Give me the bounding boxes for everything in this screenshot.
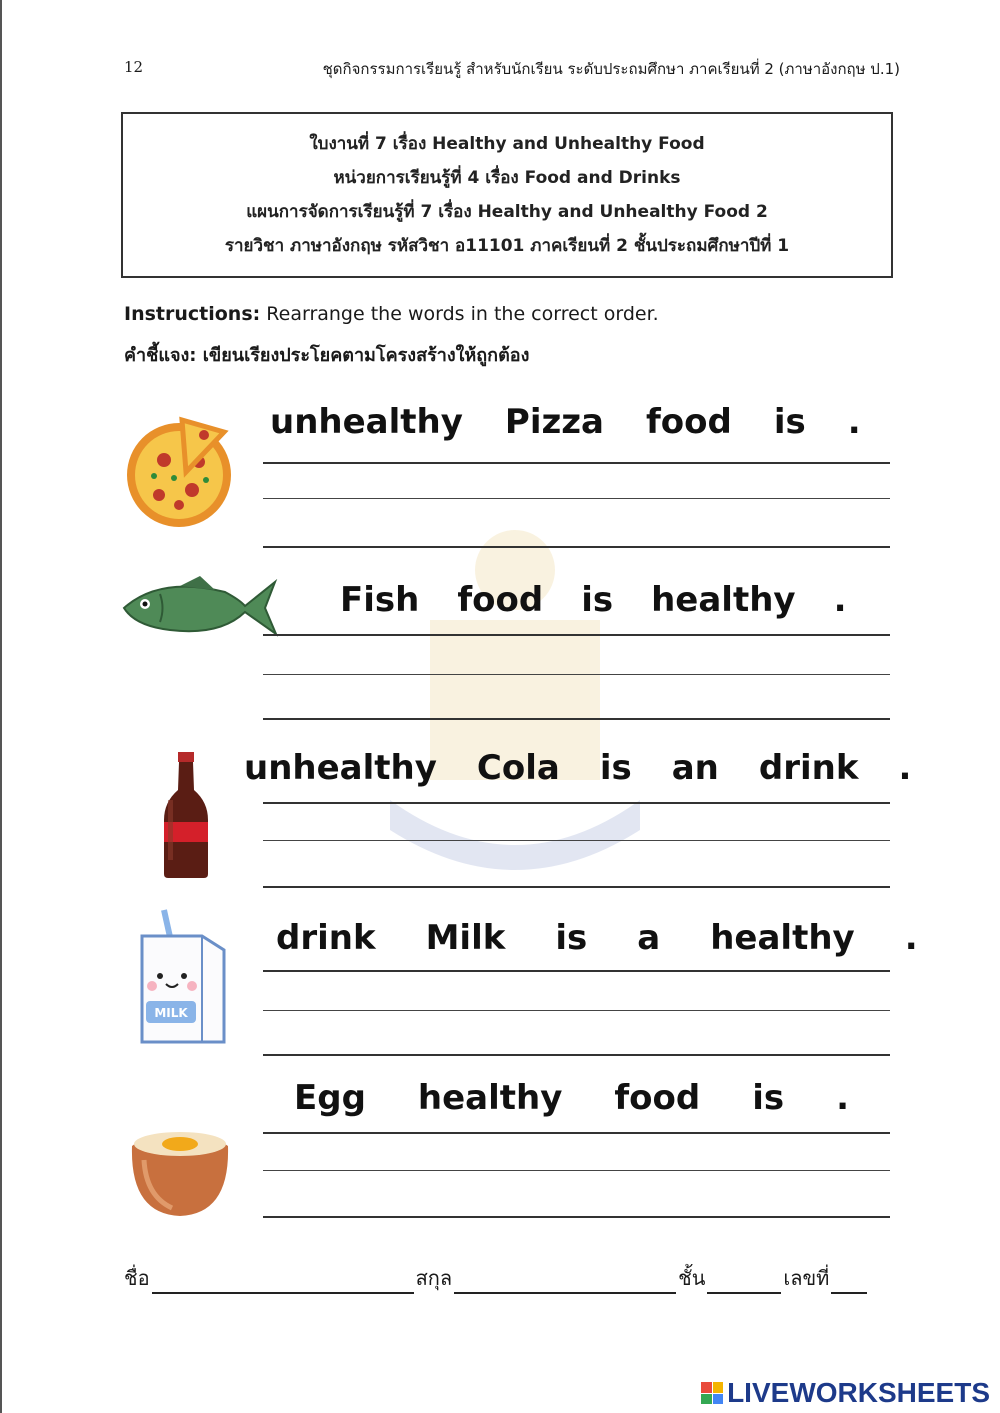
title-line-2: หน่วยการเรียนรู้ที่ 4 เรื่อง Food and Drinks: [333, 168, 681, 188]
word: healthy: [710, 918, 855, 958]
word: Cola: [476, 748, 560, 788]
word: Egg: [294, 1078, 366, 1118]
word: .: [904, 918, 918, 958]
title-line-4: รายวิชา ภาษาอังกฤษ รหัสวิชา อ11101 ภาคเรียนที่ 2 ชั้นประถมศึกษาปีที่ 1: [224, 236, 790, 256]
page-edge: [0, 0, 2, 1413]
surname-label: สกุล: [415, 1266, 453, 1290]
word-bank-4: [276, 918, 918, 958]
number-label: เลขที่: [783, 1266, 830, 1290]
liveworksheets-mark-icon: [701, 1382, 723, 1404]
logo-text: LIVEWORKSHEETS: [727, 1377, 990, 1408]
word: .: [836, 1078, 850, 1118]
instructions-english: [124, 303, 659, 325]
word: Fish: [340, 580, 420, 620]
name-field[interactable]: [152, 1272, 414, 1294]
word-bank-1: [270, 402, 861, 442]
word-bank-2: [340, 580, 847, 620]
guide-line: [263, 840, 890, 841]
word: is: [752, 1078, 785, 1118]
worksheet-title-box: [121, 112, 893, 278]
guide-line: [263, 498, 890, 499]
pizza-icon: [124, 410, 239, 530]
word: food: [457, 580, 544, 620]
svg-text:MILK: MILK: [154, 1006, 188, 1020]
word: is: [599, 748, 632, 788]
guide-line: [263, 1170, 890, 1171]
word: .: [833, 580, 847, 620]
answer-line[interactable]: [263, 970, 890, 972]
word: .: [898, 748, 912, 788]
answer-line[interactable]: [263, 546, 890, 548]
title-line-3: แผนการจัดการเรียนรู้ที่ 7 เรื่อง Healthy and Unhealthy Food 2: [246, 202, 768, 222]
answer-line[interactable]: [263, 1216, 890, 1218]
egg-icon: [126, 1100, 234, 1218]
word: is: [555, 918, 588, 958]
word-bank-3: [244, 748, 911, 788]
student-info-row: [124, 1262, 869, 1294]
liveworksheets-logo[interactable]: [701, 1377, 990, 1409]
word: Pizza: [504, 402, 605, 442]
word: drink: [276, 918, 376, 958]
title-line-1: ใบงานที่ 7 เรื่อง Healthy and Unhealthy Food: [309, 134, 705, 154]
guide-line: [263, 674, 890, 675]
milk-carton-icon: [132, 906, 232, 1046]
word: a: [637, 918, 661, 958]
word: food: [646, 402, 732, 442]
word: an: [671, 748, 719, 788]
answer-line[interactable]: [263, 886, 890, 888]
word: healthy: [417, 1078, 563, 1118]
cola-bottle-icon: [160, 750, 212, 880]
answer-line[interactable]: [263, 1132, 890, 1134]
answer-line[interactable]: [263, 462, 890, 464]
instructions-text: Rearrange the words in the correct order.: [266, 303, 659, 325]
class-label: ชั้น: [678, 1266, 706, 1290]
word-bank-5: [294, 1078, 849, 1118]
book-title: ชุดกิจกรรมการเรียนรู้ สำหรับนักเรียน ระดับประถมศึกษา ภาคเรียนที่ 2 (ภาษาอังกฤษ ป.1): [322, 60, 900, 78]
guide-line: [263, 1010, 890, 1011]
word: .: [847, 402, 861, 442]
word: drink: [758, 748, 859, 788]
word: unhealthy: [270, 402, 463, 442]
word: unhealthy: [244, 748, 437, 788]
instructions-thai: คำชี้แจง: เขียนเรียงประโยคตามโครงสร้างให้ถูกต้อง: [124, 345, 530, 366]
word: is: [773, 402, 806, 442]
page-number: 12: [124, 58, 144, 76]
word: healthy: [651, 580, 796, 620]
answer-line[interactable]: [263, 802, 890, 804]
answer-line[interactable]: [263, 634, 890, 636]
class-field[interactable]: [707, 1272, 781, 1294]
word: Milk: [425, 918, 506, 958]
school-seal-watermark: [370, 510, 660, 890]
number-field[interactable]: [831, 1272, 867, 1294]
answer-line[interactable]: [263, 718, 890, 720]
fish-icon: [120, 574, 278, 640]
answer-line[interactable]: [263, 1054, 890, 1056]
name-label: ชื่อ: [124, 1266, 150, 1290]
word: is: [581, 580, 614, 620]
surname-field[interactable]: [454, 1272, 676, 1294]
instructions-label: Instructions:: [124, 303, 261, 325]
word: food: [614, 1078, 701, 1118]
